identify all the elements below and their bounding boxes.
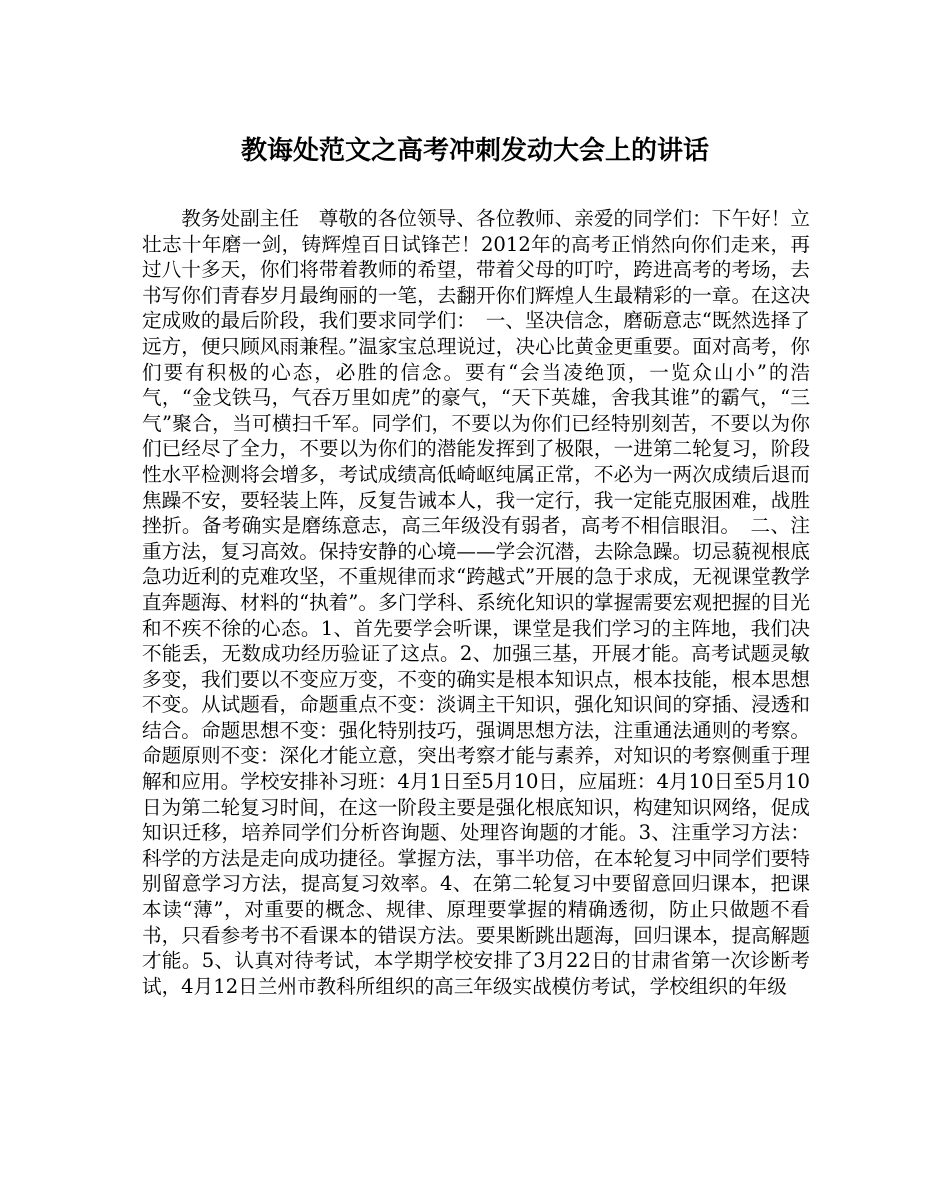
document-body-paragraph: 教务处副主任 尊敬的各位领导、各位教师、亲爱的同学们：下午好！立壮志十年磨一剑，铸辉煌百日试锋芒！2012年的高考正悄然向你们走来，再过八十多天，你们将带着教师的希望，带着父母的叮咛，跨进高考的考场，去书写你们青春岁月最绚丽的一笔，去翻开你们辉煌人生最精彩的一章。在这决定成败的最后阶段，我们要求同学们： 一、坚决信念，磨砺意志“既然选择了远方，便只顾风雨兼程。”温家宝总理说过，决心比黄金更重要。面对高考，你们要有积极的心态，必胜的信念。要有“会当凌绝顶，一览众山小”的浩气，“金戈铁马，气吞万里如虎”的豪气，“天下英雄，舍我其谁”的霸气，“三气”聚合，当可横扫千军。同学们，不要以为你们已经特别刻苦，不要以为你们已经尽了全力，不要以为你们的潜能发挥到了极限，一进第二轮复习，阶段性水平检测将会增多，考试成绩高低崎岖纯属正常，不必为一两次成绩后退而焦躁不安，要轻装上阵，反复告诫本人，我一定行，我一定能克服困难，战胜挫折。备考确实是磨练意志，高三年级没有弱者，高考不相信眼泪。 二、注重方法，复习高效。保持安静的心境——学会沉潜，去除急躁。切忌藐视根底急功近利的克难攻坚，不重规律而求“跨越式”开展的急于求成，无视课堂教学直奔题海、材料的“执着”。多门学科、系统化知识的掌握需要宏观把握的目光和不疾不徐的心态。1、首先要学会听课，课堂是我们学习的主阵地，我们决不能丢，无数成功经历验证了这点。2、加强三基，开展才能。高考试题灵敏多变，我们要以不变应万变，不变的确实是根本知识点，根本技能，根本思想不变。从试题看，命题重点不变：淡调主干知识，强化知识间的穿插、浸透和结合。命题思想不变：强化特别技巧，强调思想方法，注重通法通则的考察。命题原则不变：深化才能立意，突出考察才能与素养，对知识的考察侧重于理解和应用。学校安排补习班：4月1日至5月10日，应届班：4月10日至5月10日为第二轮复习时间，在这一阶段主要是强化根底知识，构建知识网络，促成知识迁移，培养同学们分析咨询题、处理咨询题的才能。3、注重学习方法：科学的方法是走向成功捷径。掌握方法，事半功倍，在本轮复习中同学们要特别留意学习方法，提高复习效率。4、在第二轮复习中要留意回归课本，把课本读“薄”，对重要的概念、规律、原理要掌握的精确透彻，防止只做题不看书，只看参考书不看课本的错误方法。要果断跳出题海，回归课本，提高解题才能。5、认真对待考试，本学期学校安排了3月22日的甘肃省第一次诊断考试，4月12日兰州市教科所组织的高三年级实战模仿考试，学校组织的年级: [142, 207, 810, 998]
document-title: 教诲处范文之高考冲刺发动大会上的讲话: [240, 136, 709, 166]
